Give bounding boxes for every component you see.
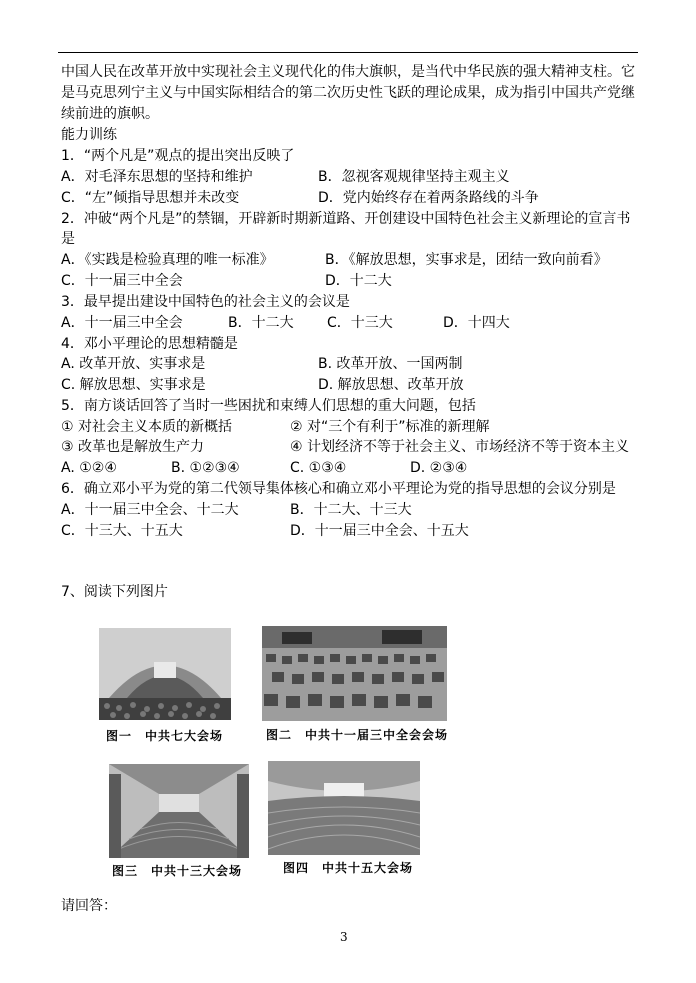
photo-third-plenum-hall (262, 626, 447, 721)
option-c[interactable]: C．十三大 (327, 315, 393, 331)
option-b[interactable]: B．十二大、十三大 (290, 502, 412, 518)
intro-line-1: 中国人民在改革开放中实现社会主义现代化的伟大旗帜，是当代中华民族的强大精神支柱。它 (61, 64, 635, 80)
option-c[interactable]: C. 解放思想、实事求是 (61, 377, 206, 393)
option-c[interactable]: C．“左”倾指导思想并未改变 (61, 190, 240, 206)
option-c[interactable]: C. ①③④ (290, 460, 347, 476)
option-b[interactable]: B．《解放思想，实事求是，团结一致向前看》 (325, 252, 608, 268)
option-b[interactable]: B．十二大 (228, 315, 294, 331)
option-b[interactable]: B．忽视客观规律坚持主观主义 (318, 169, 510, 185)
option-a[interactable]: A. ①②④ (61, 460, 117, 476)
option-d[interactable]: D. 解放思想、改革开放 (318, 377, 464, 393)
option-d[interactable]: D．十一届三中全会、十五大 (290, 523, 469, 539)
statement-1: ① 对社会主义本质的新概括 (61, 419, 233, 435)
option-c[interactable]: C．十一届三中全会 (61, 273, 183, 289)
intro-line-3: 续前进的旗帜。 (61, 106, 159, 122)
option-d[interactable]: D．十四大 (443, 315, 510, 331)
section-title: 能力训练 (61, 127, 117, 143)
question-4-stem: 4．邓小平理论的思想精髓是 (61, 336, 238, 352)
option-a[interactable]: A．十一届三中全会 (61, 315, 183, 331)
photo-caption-1: 图一 中共七大会场 (106, 729, 224, 743)
option-d[interactable]: D．十二大 (325, 273, 392, 289)
option-d[interactable]: D．党内始终存在着两条路线的斗争 (318, 190, 539, 206)
photo-fifteenth-congress-hall (268, 761, 420, 855)
header-rule (58, 52, 638, 53)
option-b[interactable]: B. 改革开放、一国两制 (318, 356, 463, 372)
question-6-stem: 6．确立邓小平为党的第二代领导集体核心和确立邓小平理论为党的指导思想的会议分别是 (61, 481, 616, 497)
statement-2: ② 对“三个有利于”标准的新理解 (290, 419, 490, 435)
option-a[interactable]: A．对毛泽东思想的坚持和维护 (61, 169, 253, 185)
statement-3: ③ 改革也是解放生产力 (61, 439, 205, 455)
photo-caption-2: 图二 中共十一届三中全会会场 (266, 728, 449, 742)
photo-thirteenth-congress-hall (109, 764, 249, 858)
intro-line-2: 是马克思列宁主义与中国实际相结合的第二次历史性飞跃的理论成果，成为指引中国共产党继 (61, 85, 635, 101)
option-d[interactable]: D. ②③④ (410, 460, 468, 476)
option-a[interactable]: A. 改革开放、实事求是 (61, 356, 206, 372)
question-2-stem-continued: 是 (61, 231, 75, 247)
question-3-stem: 3．最早提出建设中国特色的社会主义的会议是 (61, 294, 350, 310)
statement-4: ④ 计划经济不等于社会主义、市场经济不等于资本主义 (290, 439, 629, 455)
option-c[interactable]: C．十三大、十五大 (61, 523, 183, 539)
option-a[interactable]: A．《实践是检验真理的唯一标准》 (61, 252, 274, 268)
question-7-stem: 7、阅读下列图片 (61, 584, 168, 600)
question-5-stem: 5．南方谈话回答了当时一些困扰和束缚人们思想的重大问题，包括 (61, 398, 476, 414)
photo-seventh-congress-hall (99, 628, 231, 720)
question-2-stem: 2．冲破“两个凡是”的禁锢，开辟新时期新道路、开创建设中国特色社会主义新理论的宣言书 (61, 211, 631, 227)
page-number: 3 (340, 930, 348, 944)
option-b[interactable]: B. ①②③④ (171, 460, 240, 476)
question-7-prompt: 请回答： (61, 898, 117, 914)
photo-caption-4: 图四 中共十五大会场 (283, 861, 414, 875)
question-1-stem: 1．“两个凡是”观点的提出突出反映了 (61, 148, 295, 164)
option-a[interactable]: A．十一届三中全会、十二大 (61, 502, 239, 518)
photo-caption-3: 图三 中共十三大会场 (112, 864, 243, 878)
